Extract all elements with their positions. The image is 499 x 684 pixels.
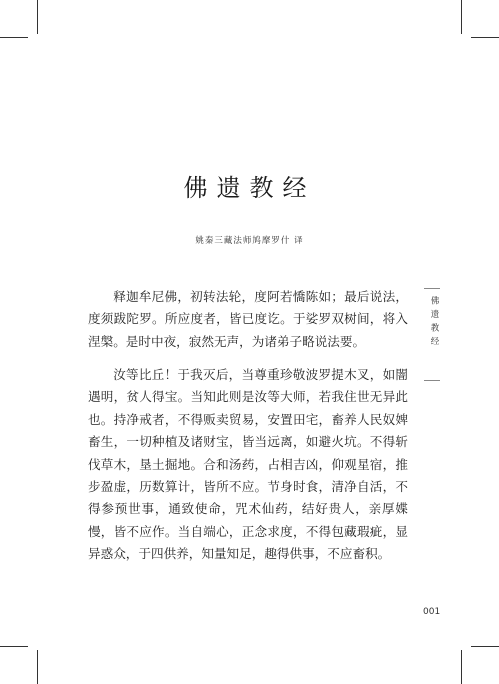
page-number: 001 xyxy=(423,607,441,617)
crop-mark xyxy=(471,37,499,38)
running-title-rule-top xyxy=(424,288,440,289)
crop-mark xyxy=(471,646,499,647)
crop-mark xyxy=(461,0,462,34)
crop-mark xyxy=(0,646,28,647)
paragraph-1: 释迦牟尼佛，初转法轮，度阿若憍陈如；最后说法，度须跋陀罗。所应度者，皆已度讫。于娑罗双树间，将入涅槃。是时中夜，寂然无声，为诸弟子略说法要。 xyxy=(88,289,408,349)
crop-mark xyxy=(0,37,28,38)
crop-mark xyxy=(37,650,38,684)
paragraph-2: 汝等比丘！于我灭后，当尊重珍敬波罗提木叉，如闇遇明，贫人得宝。当知此则是汝等大师，若我住世无异此也。持净戒者，不得贩卖贸易，安置田宅，畜养人民奴婢畜生，一切种植及诸财宝，皆当远离，如避火坑。不得斩伐草木，垦土掘地。合和汤药，占相吉凶，仰观星宿，推步盈虚，历数算计，皆所不应。节身时食，清净自活，不得参预世事，通致使命，咒术仙药，结好贵人，亲厚媟慢，皆不应作。当自端心，正念求度，不得包藏瑕疵，显异惑众，于四供养，知量知足，趣得供事，不应畜积。 xyxy=(88,367,408,562)
crop-mark xyxy=(461,650,462,684)
running-title-rule-bottom xyxy=(424,380,440,381)
running-title: 佛遗教经 xyxy=(429,296,439,350)
page-title: 佛遗教经 xyxy=(183,174,316,202)
crop-mark xyxy=(37,0,38,34)
translator-credit: 姚秦三藏法师鸠摩罗什 译 xyxy=(195,236,304,246)
